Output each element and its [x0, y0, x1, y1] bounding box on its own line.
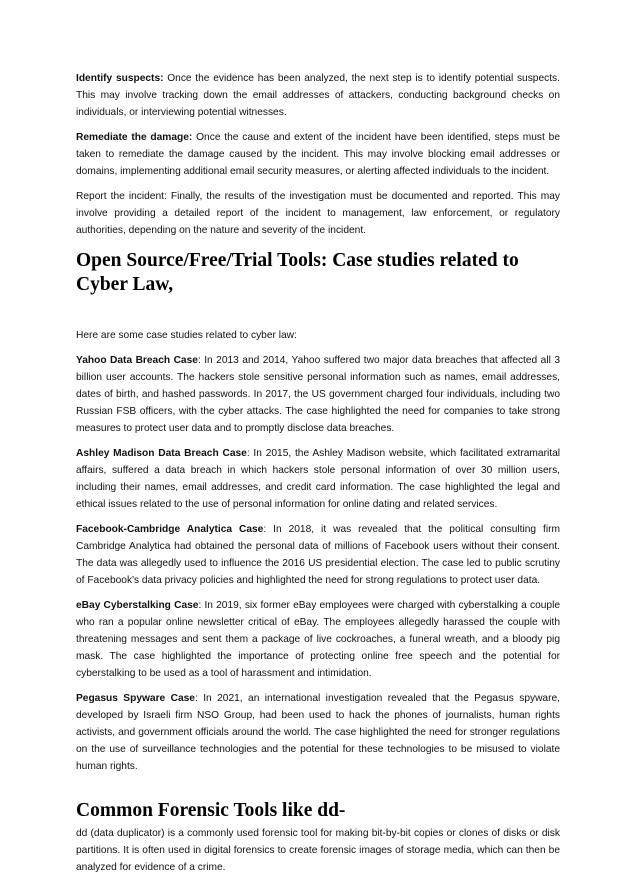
- case-label: Ashley Madison Data Breach Case: [76, 448, 247, 459]
- case-text: : In 2018, it was revealed that the political consulting firm Cambridge Analytica had obtained the personal data of millions of Facebook users without their consent. The data was allegedly used to influence the 2016 US presidential election. The case led to public scrutiny of Facebook's data privacy policies and highlighted the need for strong regulations to protect user data.: [76, 524, 561, 586]
- paragraph-text: Once the evidence has been analyzed, the next step is to identify potential suspects. This may involve tracking down the email addresses of attackers, conducting background checks on individuals, or interviewing potential witnesses.: [76, 73, 560, 118]
- case-text: : In 2021, an international investigation revealed that the Pegasus spyware, developed by Israeli firm NSO Group, had been used to hack the phones of journalists, human rights activists, and government officials around the world. The case highlighted the need for stronger regulations on the use of surveillance technologies and the potential for these technologies to be misused to violate human rights.: [76, 693, 560, 772]
- case-label: Yahoo Data Breach Case: [76, 355, 198, 366]
- paragraph-dd-tool: dd (data duplicator) is a commonly used forensic tool for making bit-by-bit copies or clones of disks or disk partitions. It is often used in digital forensics to create forensic images of storage media, which can then be analyzed for evidence of a crime.: [76, 828, 560, 873]
- paragraph-report-incident: [76, 188, 560, 239]
- section-heading-case-studies: Open Source/Free/Trial Tools: Case studies related to Cyber Law,: [76, 250, 519, 295]
- case-ebay: [76, 597, 560, 682]
- case-facebook-cambridge: [76, 521, 560, 589]
- case-yahoo: [76, 352, 560, 437]
- case-studies-intro: Here are some case studies related to cyber law:: [76, 330, 297, 341]
- case-label: Pegasus Spyware Case: [76, 693, 195, 704]
- paragraph-label: Identify suspects:: [76, 73, 164, 84]
- case-text: : In 2019, six former eBay employees were charged with cyberstalking a couple who ran a popular online newsletter critical of eBay. The employees allegedly harassed the couple with threatening messages and sent them a package of live cockroaches, a funeral wreath, and a bloody pig mask. The case highlighted the importance of protecting online free speech and the potential for cyberstalking to be used as a tool of harassment and intimidation.: [76, 600, 560, 679]
- case-text: : In 2013 and 2014, Yahoo suffered two major data breaches that affected all 3 billion user accounts. The hackers stole sensitive personal information such as names, email addresses, dates of birth, and hashed passwords. In 2017, the US government charged four individuals, including two Russian FSB officers, with the cyber attacks. The case highlighted the need for companies to take strong measures to protect user data and to promptly disclose data breaches.: [76, 355, 560, 434]
- case-pegasus: [76, 690, 560, 775]
- section-heading-forensic-tools: Common Forensic Tools like dd-: [76, 800, 346, 821]
- paragraph-identify-suspects: [76, 70, 560, 121]
- case-text: : In 2015, the Ashley Madison website, which facilitated extramarital affairs, suffered a data breach in which hackers stole personal information of over 30 million users, including their names, email addresses, and credit card information. The case highlighted the legal and ethical issues related to the use of personal information for online dating and related services.: [76, 448, 561, 510]
- paragraph-remediate-damage: [76, 129, 560, 180]
- paragraph-text: Once the cause and extent of the incident have been identified, steps must be taken to remediate the damage caused by the incident. This may involve blocking email addresses or domains, implementing additional email security measures, or alerting affected individuals to the incident.: [76, 132, 560, 177]
- paragraph-text: Report the incident: Finally, the results of the investigation must be documented and reported. This may involve providing a detailed report of the incident to management, law enforcement, or regulatory authorities, depending on the nature and severity of the incident.: [76, 191, 560, 236]
- paragraph-label: Remediate the damage:: [76, 132, 193, 143]
- case-label: Facebook-Cambridge Analytica Case: [76, 524, 264, 535]
- case-label: eBay Cyberstalking Case: [76, 600, 199, 611]
- case-ashley-madison: [76, 445, 560, 513]
